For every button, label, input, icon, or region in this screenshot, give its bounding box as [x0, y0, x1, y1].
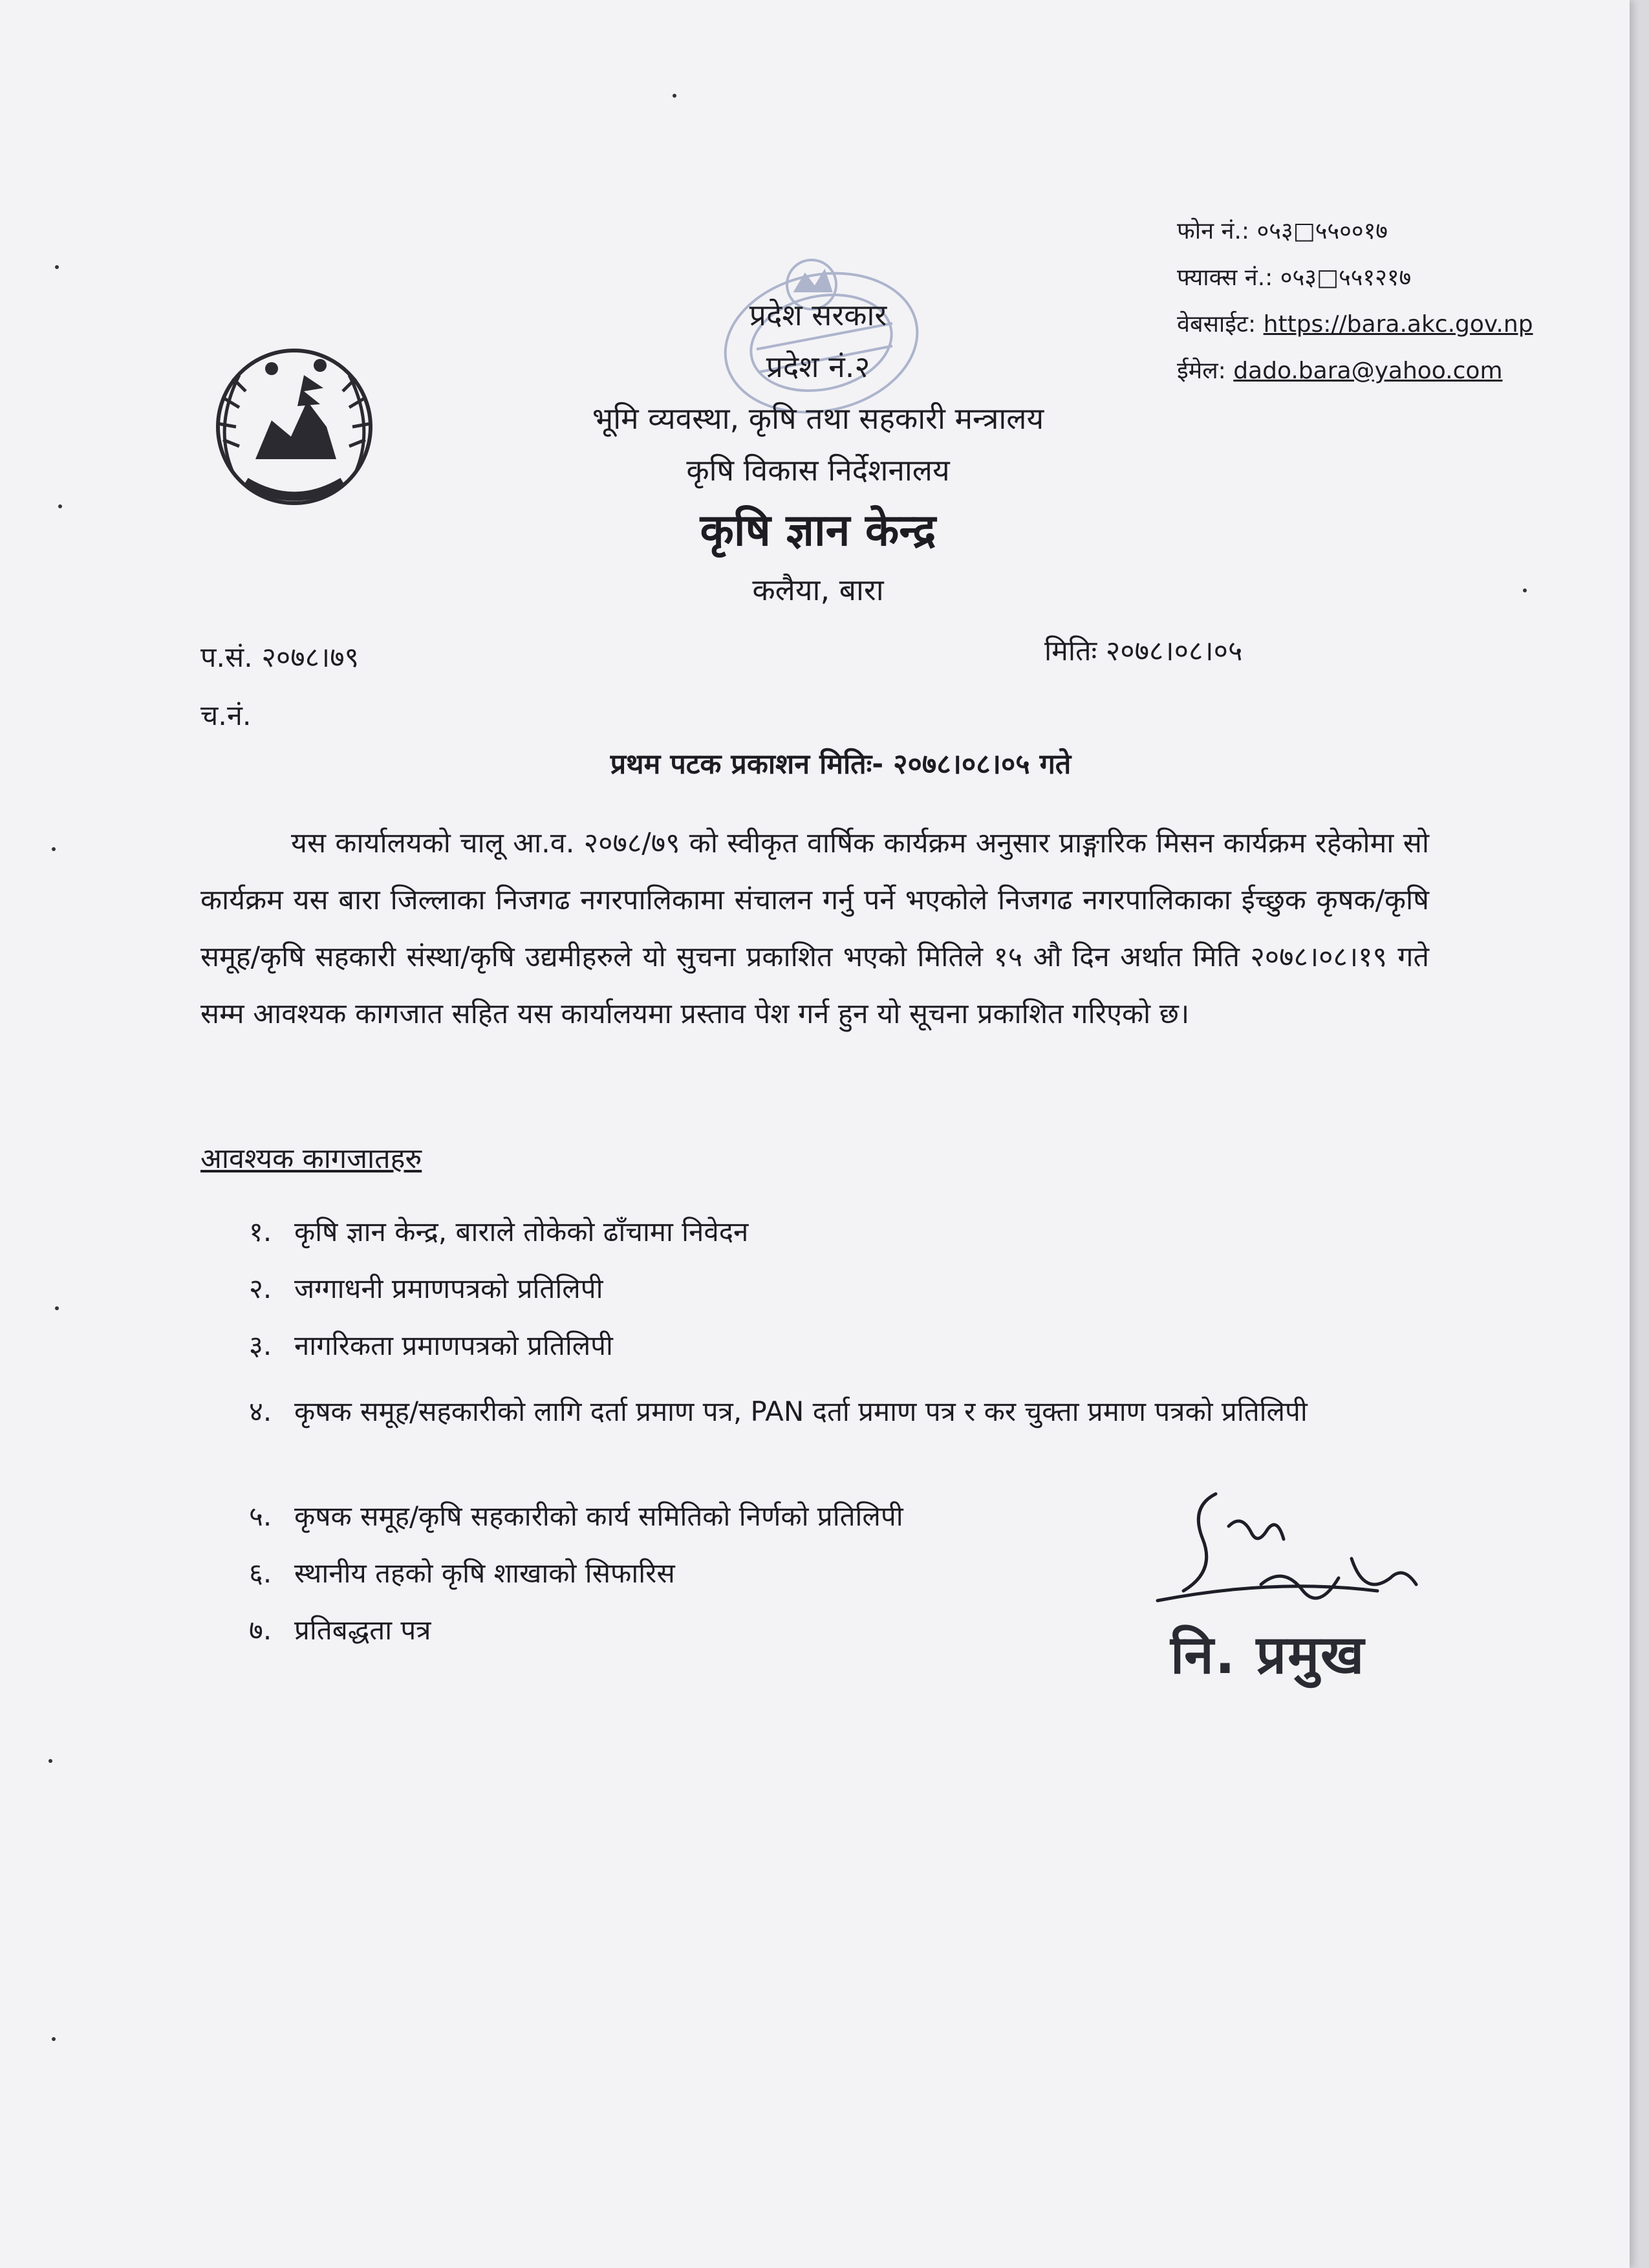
- letterhead-location: कलैया, बारा: [752, 572, 884, 607]
- signatory-title: नि. प्रमुख: [1170, 1625, 1366, 1686]
- scan-speck: [48, 1759, 52, 1763]
- list-item-text: जग्गाधनी प्रमाणपत्रको प्रतिलिपी: [294, 1273, 603, 1304]
- list-item-number: ३.: [249, 1330, 272, 1361]
- letterhead-directorate: कृषि विकास निर्देशनालय: [686, 453, 950, 488]
- list-item-number: ६.: [249, 1557, 272, 1589]
- fax-row: [1177, 255, 1604, 301]
- letterhead-ministry: भूमि व्यवस्था, कृषि तथा सहकारी मन्त्रालय: [592, 401, 1044, 436]
- website-link[interactable]: https://bara.akc.gov.np: [1263, 311, 1533, 338]
- list-item-number: ५.: [249, 1500, 272, 1532]
- nepal-emblem-icon: [194, 330, 394, 524]
- list-item-text: कृषि ज्ञान केन्द्र, बाराले तोकेको ढाँचामा निवेदन: [294, 1216, 749, 1247]
- phone-label: फोन नं.:: [1177, 218, 1250, 244]
- phone-row: [1177, 208, 1604, 255]
- fax-value: ०५३□५५१२१७: [1280, 265, 1412, 291]
- letterhead-line2: प्रदेश नं.२: [766, 349, 870, 384]
- website-label: वेबसाईट:: [1177, 311, 1256, 338]
- list-item: [249, 1269, 1445, 1326]
- list-item-number: २.: [249, 1273, 272, 1304]
- website-row: [1177, 301, 1604, 348]
- letter-number: प.सं. २०७८।७९: [200, 642, 359, 674]
- list-item-text: नागरिकता प्रमाणपत्रको प्रतिलिपी: [294, 1330, 613, 1361]
- list-item-number: ७.: [249, 1614, 272, 1646]
- scan-speck: [673, 94, 676, 98]
- list-item-text: कृषक समूह/सहकारीको लागि दर्ता प्रमाण पत्र, PAN दर्ता प्रमाण पत्र र कर चुक्ता प्रमाण पत्रको प्रतिलिपी: [294, 1396, 1308, 1427]
- list-item-number: १.: [249, 1216, 272, 1247]
- scan-speck: [58, 504, 62, 508]
- email-row: [1177, 348, 1604, 394]
- letterhead-line1: प्रदेश सरकार: [749, 297, 887, 332]
- phone-value: ०५३□५५००१७: [1256, 218, 1388, 244]
- list-item: [249, 1326, 1445, 1383]
- list-item-text: कृषक समूह/कृषि सहकारीको कार्य समितिको निर्णको प्रतिलिपी: [294, 1500, 903, 1532]
- notice-body: [200, 815, 1429, 1042]
- scan-speck: [55, 1306, 59, 1310]
- list-item-text: स्थानीय तहको कृषि शाखाको सिफारिस: [294, 1557, 675, 1589]
- notice-body-text: यस कार्यालयको चालू आ.व. २०७८/७९ को स्वीकृत वार्षिक कार्यक्रम अनुसार प्राङ्गारिक मिसन कार्यक्रम रहेकोमा सो कार्यक्रम यस बारा जिल्लाका निजगढ नगरपालिकामा संचालन गर्नु पर्ने भएकोले निजगढ नगरपालिकाका ईच्छुक कृषक/कृषि समूह/कृषि सहकारी संस्था/कृषि उद्यमीहरुले यो सुचना प्रकाशित भएको मितिले १५ औ दिन अर्थात मिति २०७८।०८।१९ गते सम्म आवश्यक कागजात सहित यस कार्यालयमा प्रस्ताव पेश गर्न हुन यो सूचना प्रकाशित गरिएको छ।: [200, 827, 1429, 1030]
- scan-speck: [52, 2037, 56, 2041]
- list-item-number: ४.: [249, 1396, 272, 1427]
- dispatch-number: च.नं.: [200, 700, 252, 732]
- list-item-text: प्रतिबद्धता पत्र: [294, 1614, 431, 1646]
- letterhead-office-name: कृषि ज्ञान केन्द्र: [700, 505, 936, 556]
- list-item: [249, 1213, 1445, 1269]
- email-label: ईमेल:: [1177, 358, 1226, 384]
- notice-subject: प्रथम पटक प्रकाशन मितिः- २०७८।०८।०५ गते: [610, 748, 1072, 781]
- documents-heading: आवश्यक कागजातहरु: [200, 1143, 422, 1175]
- handwritten-signature-icon: [1145, 1468, 1455, 1636]
- scan-speck: [1523, 589, 1527, 592]
- scan-speck: [52, 847, 56, 851]
- contact-block: [1177, 208, 1604, 394]
- email-link[interactable]: dado.bara@yahoo.com: [1233, 358, 1503, 384]
- scan-speck: [55, 265, 59, 269]
- fax-label: फ्याक्स नं.:: [1177, 265, 1273, 291]
- letter-date: मितिः २०७८।०८।०५: [1044, 635, 1243, 667]
